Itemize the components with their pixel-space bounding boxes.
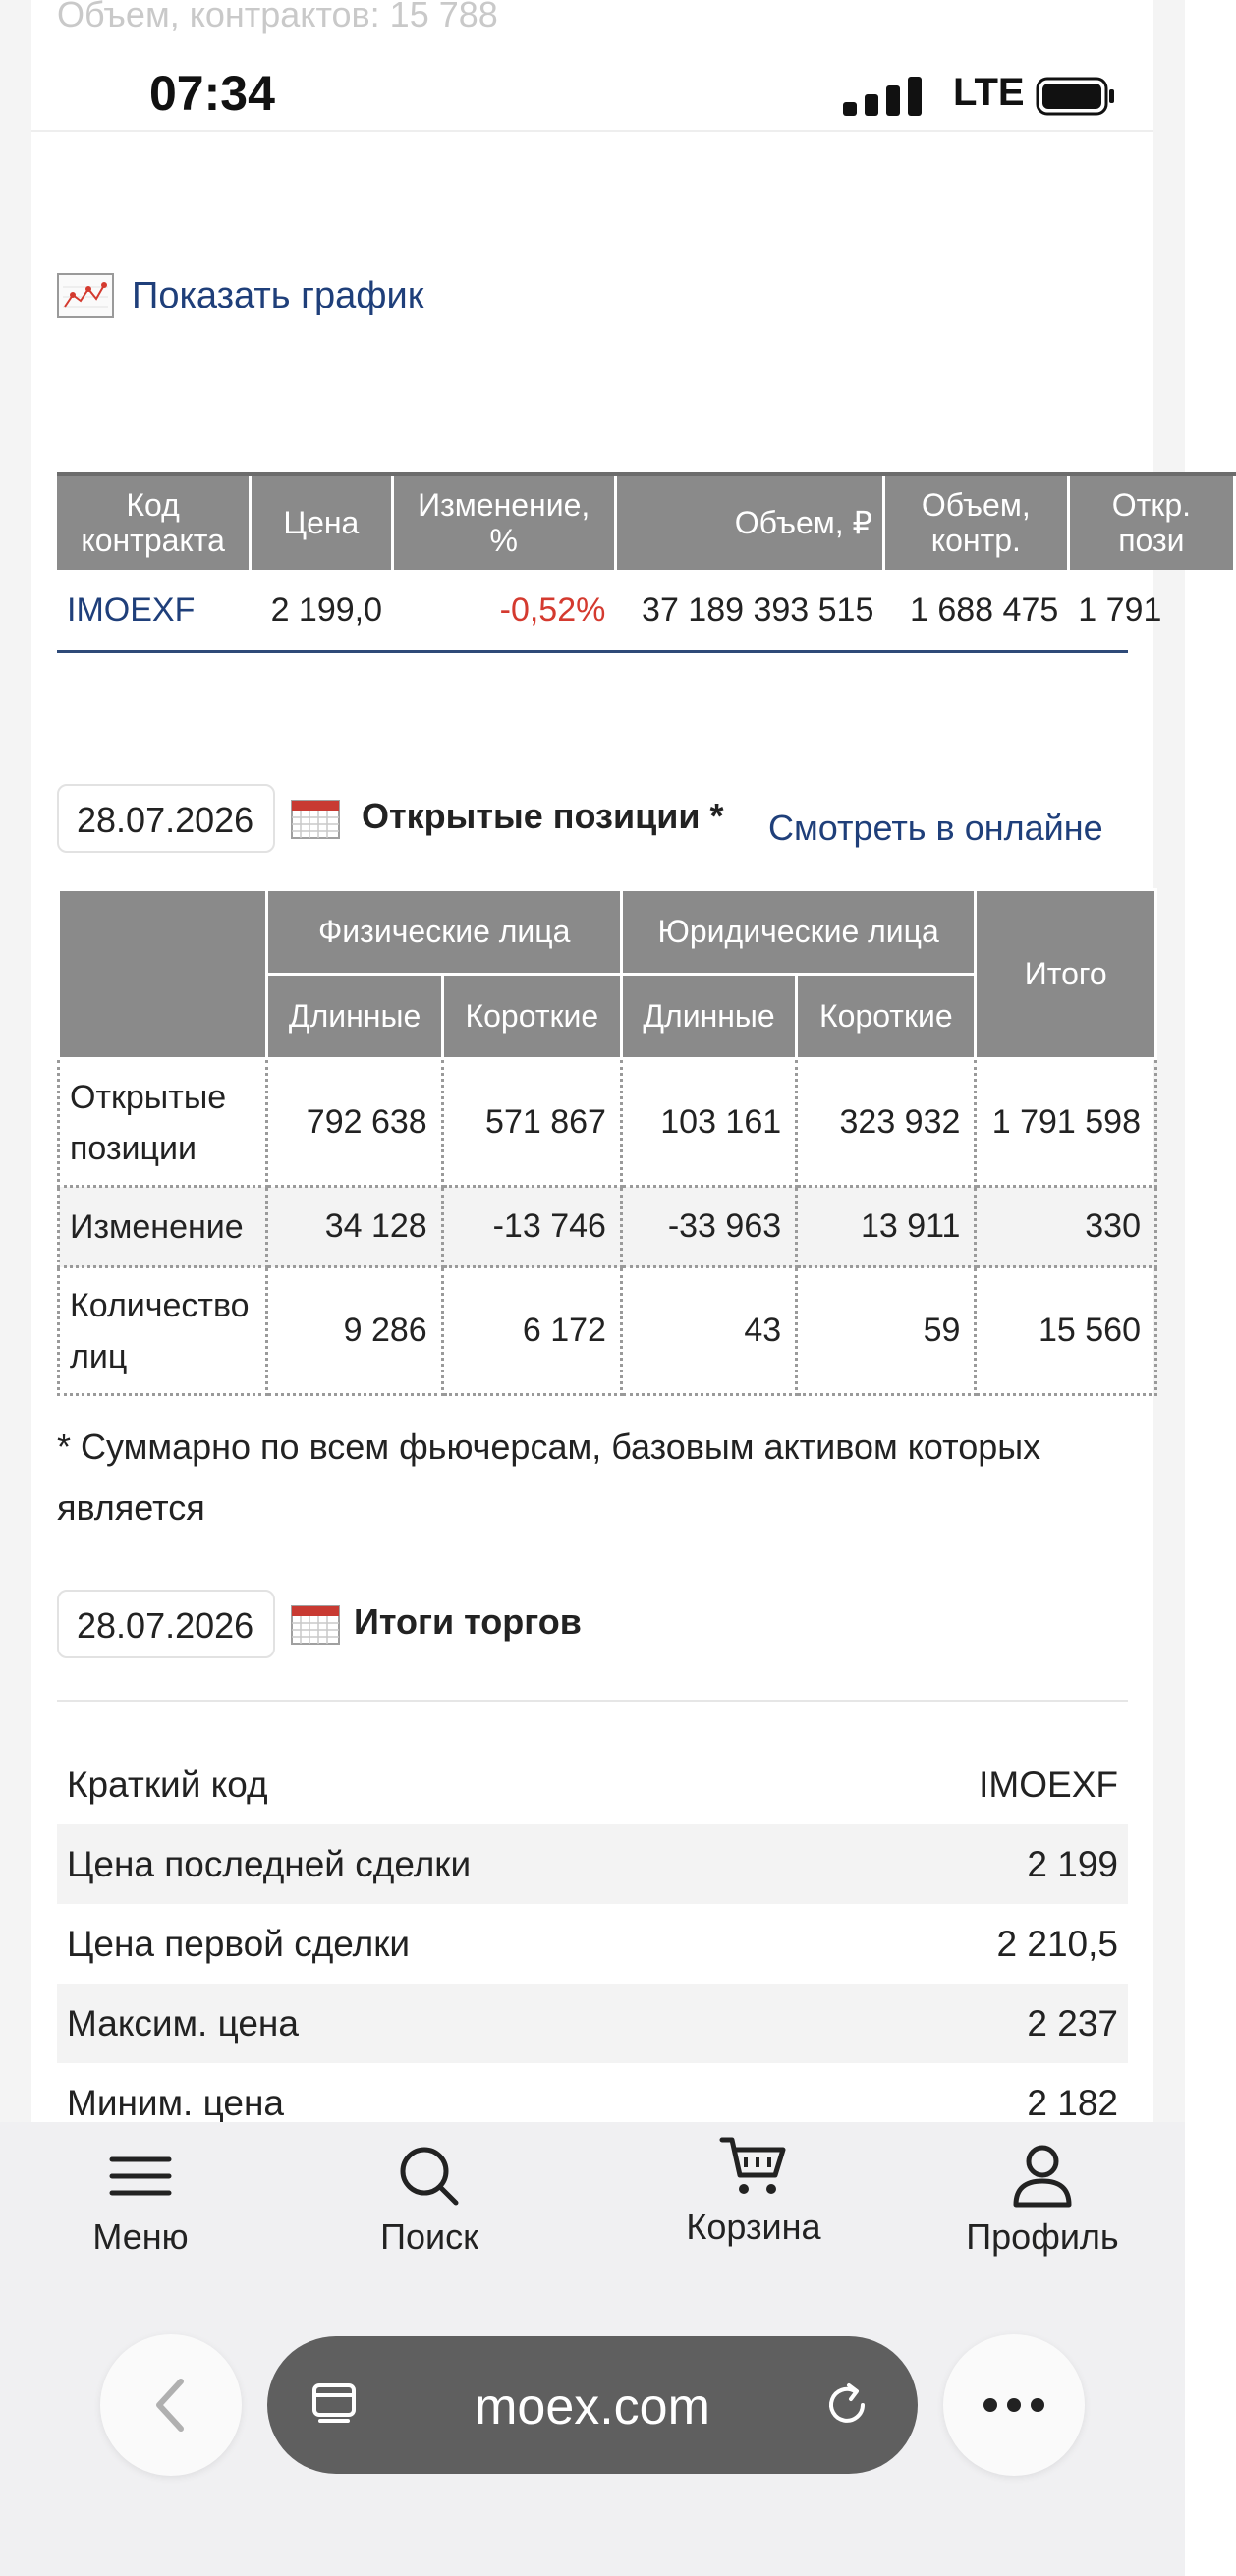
summary-value: 2 182 (1027, 2082, 1118, 2123)
summary-label: Максим. цена (67, 2002, 299, 2044)
signal-icon (843, 77, 931, 116)
positions-corner-cell (59, 890, 267, 1059)
row-label: Открытые позиции (59, 1059, 267, 1187)
open-positions-date-input[interactable]: 28.07.2026 (57, 784, 275, 853)
contract-table-header (57, 474, 1235, 570)
network-label: LTE (953, 71, 1025, 114)
cart-icon (718, 2130, 789, 2201)
section-divider (57, 1700, 1128, 1702)
search-icon (395, 2142, 464, 2211)
col-open-positions: Откр. пози (1068, 474, 1234, 570)
reload-icon[interactable] (821, 2380, 872, 2431)
col-legal-short: Короткие (797, 975, 976, 1059)
contract-change: -0,52% (499, 590, 606, 629)
col-volume-rub: Объем, ₽ (615, 474, 883, 570)
calendar-icon[interactable] (291, 1603, 340, 1645)
positions-footnote: * Суммарно по всем фьючерсам, базовым активом которых является (57, 1427, 1041, 1528)
cell: 34 128 (267, 1187, 442, 1267)
trading-results-date-input[interactable]: 28.07.2026 (57, 1590, 275, 1658)
cell: 330 (976, 1187, 1156, 1267)
col-change: Изменение, % (392, 474, 615, 570)
contract-open-positions: 1 791 (1078, 590, 1162, 629)
cell: -33 963 (621, 1187, 796, 1267)
nav-menu-label: Меню (92, 2216, 189, 2257)
contract-code-link[interactable]: IMOEXF (67, 590, 196, 629)
status-time: 07:34 (149, 66, 275, 121)
cell: 15 560 (976, 1267, 1156, 1395)
summary-label: Цена первой сделки (67, 1923, 411, 1964)
nav-cart-label: Корзина (686, 2207, 821, 2247)
positions-row-open (59, 1059, 1156, 1187)
open-positions-title: Открытые позиции * (362, 796, 724, 836)
positions-row-count (59, 1267, 1156, 1395)
group-legal-entities: Юридические лица (621, 890, 975, 975)
nav-profile-label: Профиль (966, 2216, 1119, 2257)
summary-value: 2 199 (1027, 1843, 1118, 1884)
contract-volume-contracts: 1 688 475 (910, 590, 1059, 629)
summary-row (57, 1745, 1128, 1824)
cell: 9 286 (267, 1267, 442, 1395)
cell: 59 (797, 1267, 976, 1395)
nav-profile-button[interactable] (954, 2142, 1131, 2258)
contract-price: 2 199,0 (270, 590, 383, 629)
summary-row (57, 1984, 1128, 2063)
contract-volume-rub: 37 189 393 515 (642, 590, 874, 629)
contract-row (57, 570, 1235, 650)
summary-label: Миним. цена (67, 2082, 284, 2123)
col-total: Итого (976, 890, 1156, 1059)
summary-label: Цена последней сделки (67, 1843, 472, 1884)
more-dots-icon (943, 2334, 1085, 2476)
profile-icon (1008, 2142, 1077, 2211)
col-code: Код контракта (57, 474, 251, 570)
status-bar (31, 51, 1153, 132)
summary-row (57, 1824, 1128, 1904)
view-online-link[interactable]: Смотреть в онлайне (768, 808, 1103, 848)
summary-value: IMOEXF (979, 1764, 1118, 1805)
cell: 6 172 (442, 1267, 621, 1395)
nav-search-button[interactable] (341, 2142, 518, 2258)
show-chart-label: Показать график (132, 274, 424, 316)
col-ind-short: Короткие (442, 975, 621, 1059)
positions-row-change (59, 1187, 1156, 1267)
positions-header-row-1 (59, 890, 1156, 975)
browser-more-button[interactable] (943, 2334, 1085, 2476)
browser-address-bar[interactable] (267, 2336, 918, 2474)
cell: 571 867 (442, 1059, 621, 1187)
col-volume-contracts: Объем, контр. (883, 474, 1068, 570)
summary-label: Краткий код (67, 1764, 268, 1805)
cell: 1 791 598 (976, 1059, 1156, 1187)
cell: 103 161 (621, 1059, 796, 1187)
chart-icon (57, 273, 114, 318)
cell: 43 (621, 1267, 796, 1395)
nav-cart-button[interactable] (665, 2130, 842, 2248)
open-positions-table (57, 888, 1141, 1403)
browser-back-button[interactable] (100, 2334, 242, 2476)
browser-url: moex.com (475, 2379, 710, 2436)
ghost-volume-text: Объем, контрактов: 15 788 (57, 0, 498, 34)
menu-icon (106, 2142, 175, 2211)
trading-results-title: Итоги торгов (354, 1601, 582, 1642)
col-price: Цена (251, 474, 392, 570)
row-label: Количество лиц (59, 1267, 267, 1395)
group-individuals: Физические лица (267, 890, 621, 975)
chevron-left-icon (100, 2334, 242, 2476)
show-chart-link[interactable] (57, 271, 423, 320)
cell: -13 746 (442, 1187, 621, 1267)
cell: 323 932 (797, 1059, 976, 1187)
col-ind-long: Длинные (267, 975, 442, 1059)
trading-results-list (57, 1745, 1128, 2143)
summary-row (57, 1904, 1128, 1984)
contract-table (57, 472, 1191, 653)
cell: 13 911 (797, 1187, 976, 1267)
battery-icon (1036, 77, 1116, 116)
nav-menu-button[interactable] (52, 2142, 229, 2258)
cell: 792 638 (267, 1059, 442, 1187)
calendar-icon[interactable] (291, 798, 340, 839)
row-label: Изменение (59, 1187, 267, 1267)
summary-value: 2 210,5 (996, 1923, 1118, 1964)
nav-search-label: Поиск (380, 2216, 478, 2257)
col-legal-long: Длинные (621, 975, 796, 1059)
summary-value: 2 237 (1027, 2002, 1118, 2044)
